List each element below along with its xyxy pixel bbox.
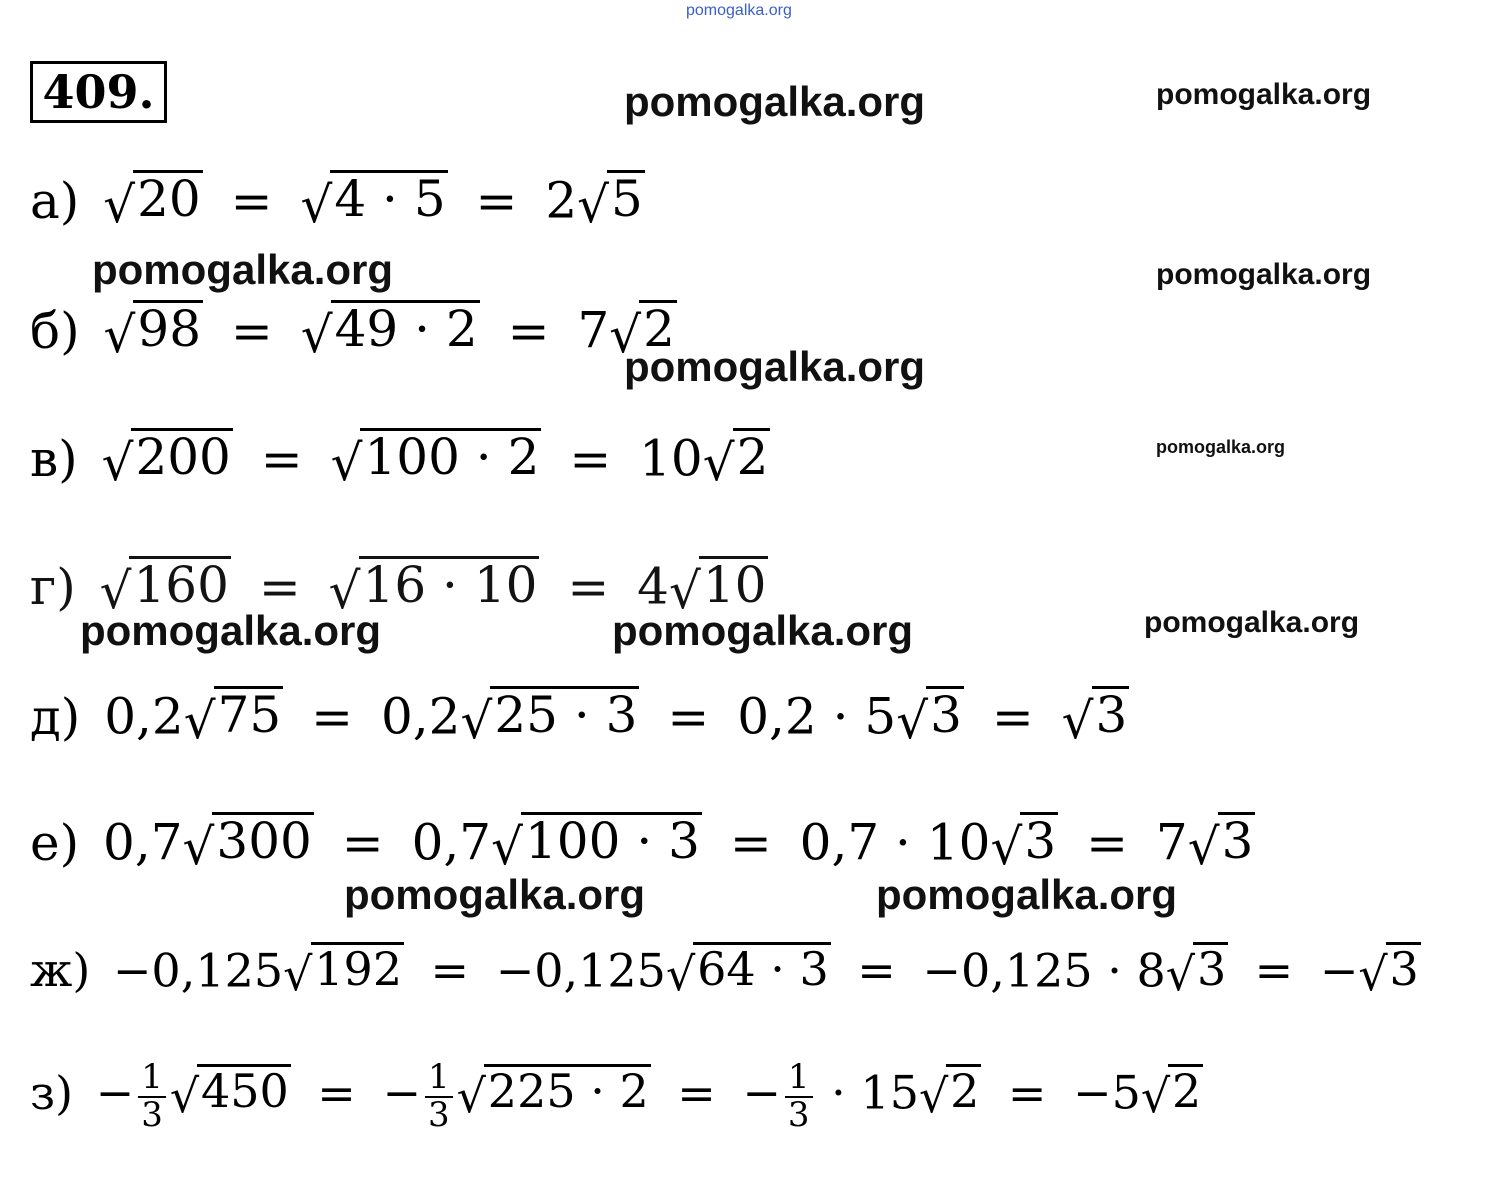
radical: √ 16 · 10 [328,556,538,620]
radical: √ 75 [183,686,282,750]
radical: √ 49 · 2 [300,300,478,364]
top-watermark: pomogalka.org [686,2,792,19]
radical: √ 192 [283,942,403,1001]
radical: √ 100 · 3 [491,812,700,876]
watermark: pomogalka.org [1156,258,1372,291]
item-label: а) [30,171,80,230]
radical: √ 3 [1358,942,1419,1001]
radical: √ 4 · 5 [300,170,446,234]
watermark: pomogalka.org [624,343,926,390]
radical: √ 2 [1140,1064,1202,1124]
equation-zh: ж) −0,125 √ 192 = −0,125 √ 64 · 3 = −0,125 · 8 √ 3 = − √ 3 [30,942,1419,1001]
radical: √ 3 [1165,942,1227,1001]
radical: √ 225 · 2 [456,1064,649,1124]
radical: √ 98 [103,300,202,364]
radical: √ 25 · 3 [460,686,638,750]
radical: √ 3 [990,812,1057,876]
radical: √ 64 · 3 [665,942,829,1001]
equation-b: б) √ 98 = √ 49 · 2 = 7 √ 2 [30,300,675,364]
radical: √ 200 [101,428,231,492]
fraction: $\frac{1}{3}$ [138,1060,166,1133]
watermark: pomogalka.org [624,78,926,125]
radical: √ 3 [1187,812,1254,876]
equation-g: г) √ 160 = √ 16 · 10 = 4 √ 10 [30,556,767,620]
watermark [1144,1140,1151,1141]
item-label: в) [30,429,78,488]
equation-z: з) − $\frac{1}{3}$ √ 450 = − $\frac{1}{3}$ √ 225 · 2 = − $\frac{1}{3}$ · 15 √ 2 = −5 √ 2 [30,1057,1202,1135]
radical: √ 300 [182,812,312,876]
item-label: ж) [30,943,91,998]
item-label: е) [30,813,80,872]
watermark: pomogalka.org [612,607,914,654]
radical: √ 2 [609,300,675,364]
watermark: pomogalka.org [1156,437,1286,457]
equation-e: е) 0,7 √ 300 = 0,7 √ 100 · 3 = 0,7 · 10 √ 3 = 7 √ 3 [30,812,1254,876]
radical: √ 3 [896,686,962,750]
equation-v: в) √ 200 = √ 100 · 2 = 10 √ 2 [30,428,769,492]
radical: √ 2 [918,1064,980,1124]
radical: √ 3 [1061,686,1128,750]
radical: √ 10 [668,556,767,620]
watermark: pomogalka.org [1144,606,1360,639]
watermark: pomogalka.org [92,246,394,293]
problem-number-box: 409. [30,61,167,123]
radical: √ 2 [702,428,769,492]
item-label: б) [30,301,80,360]
radical: √ 5 [577,170,643,234]
radical: √ 160 [99,556,229,620]
watermark: pomogalka.org [80,607,382,654]
fraction: $\frac{1}{3}$ [785,1060,813,1133]
item-label: г) [30,557,76,616]
item-label: з) [30,1065,74,1120]
watermark: pomogalka.org [344,871,646,918]
equation-d: д) 0,2 √ 75 = 0,2 √ 25 · 3 = 0,2 · 5 √ 3 = √ 3 [30,686,1128,750]
fraction: $\frac{1}{3}$ [425,1060,453,1133]
item-label: д) [30,687,81,746]
radical: √ 100 · 2 [330,428,540,492]
radical: √ 20 [103,170,201,234]
watermark: pomogalka.org [1156,78,1372,111]
watermark: pomogalka.org [876,871,1178,918]
radical: √ 450 [169,1064,289,1124]
equation-a: а) √ 20 = √ 4 · 5 = 2 √ 5 [30,170,643,234]
